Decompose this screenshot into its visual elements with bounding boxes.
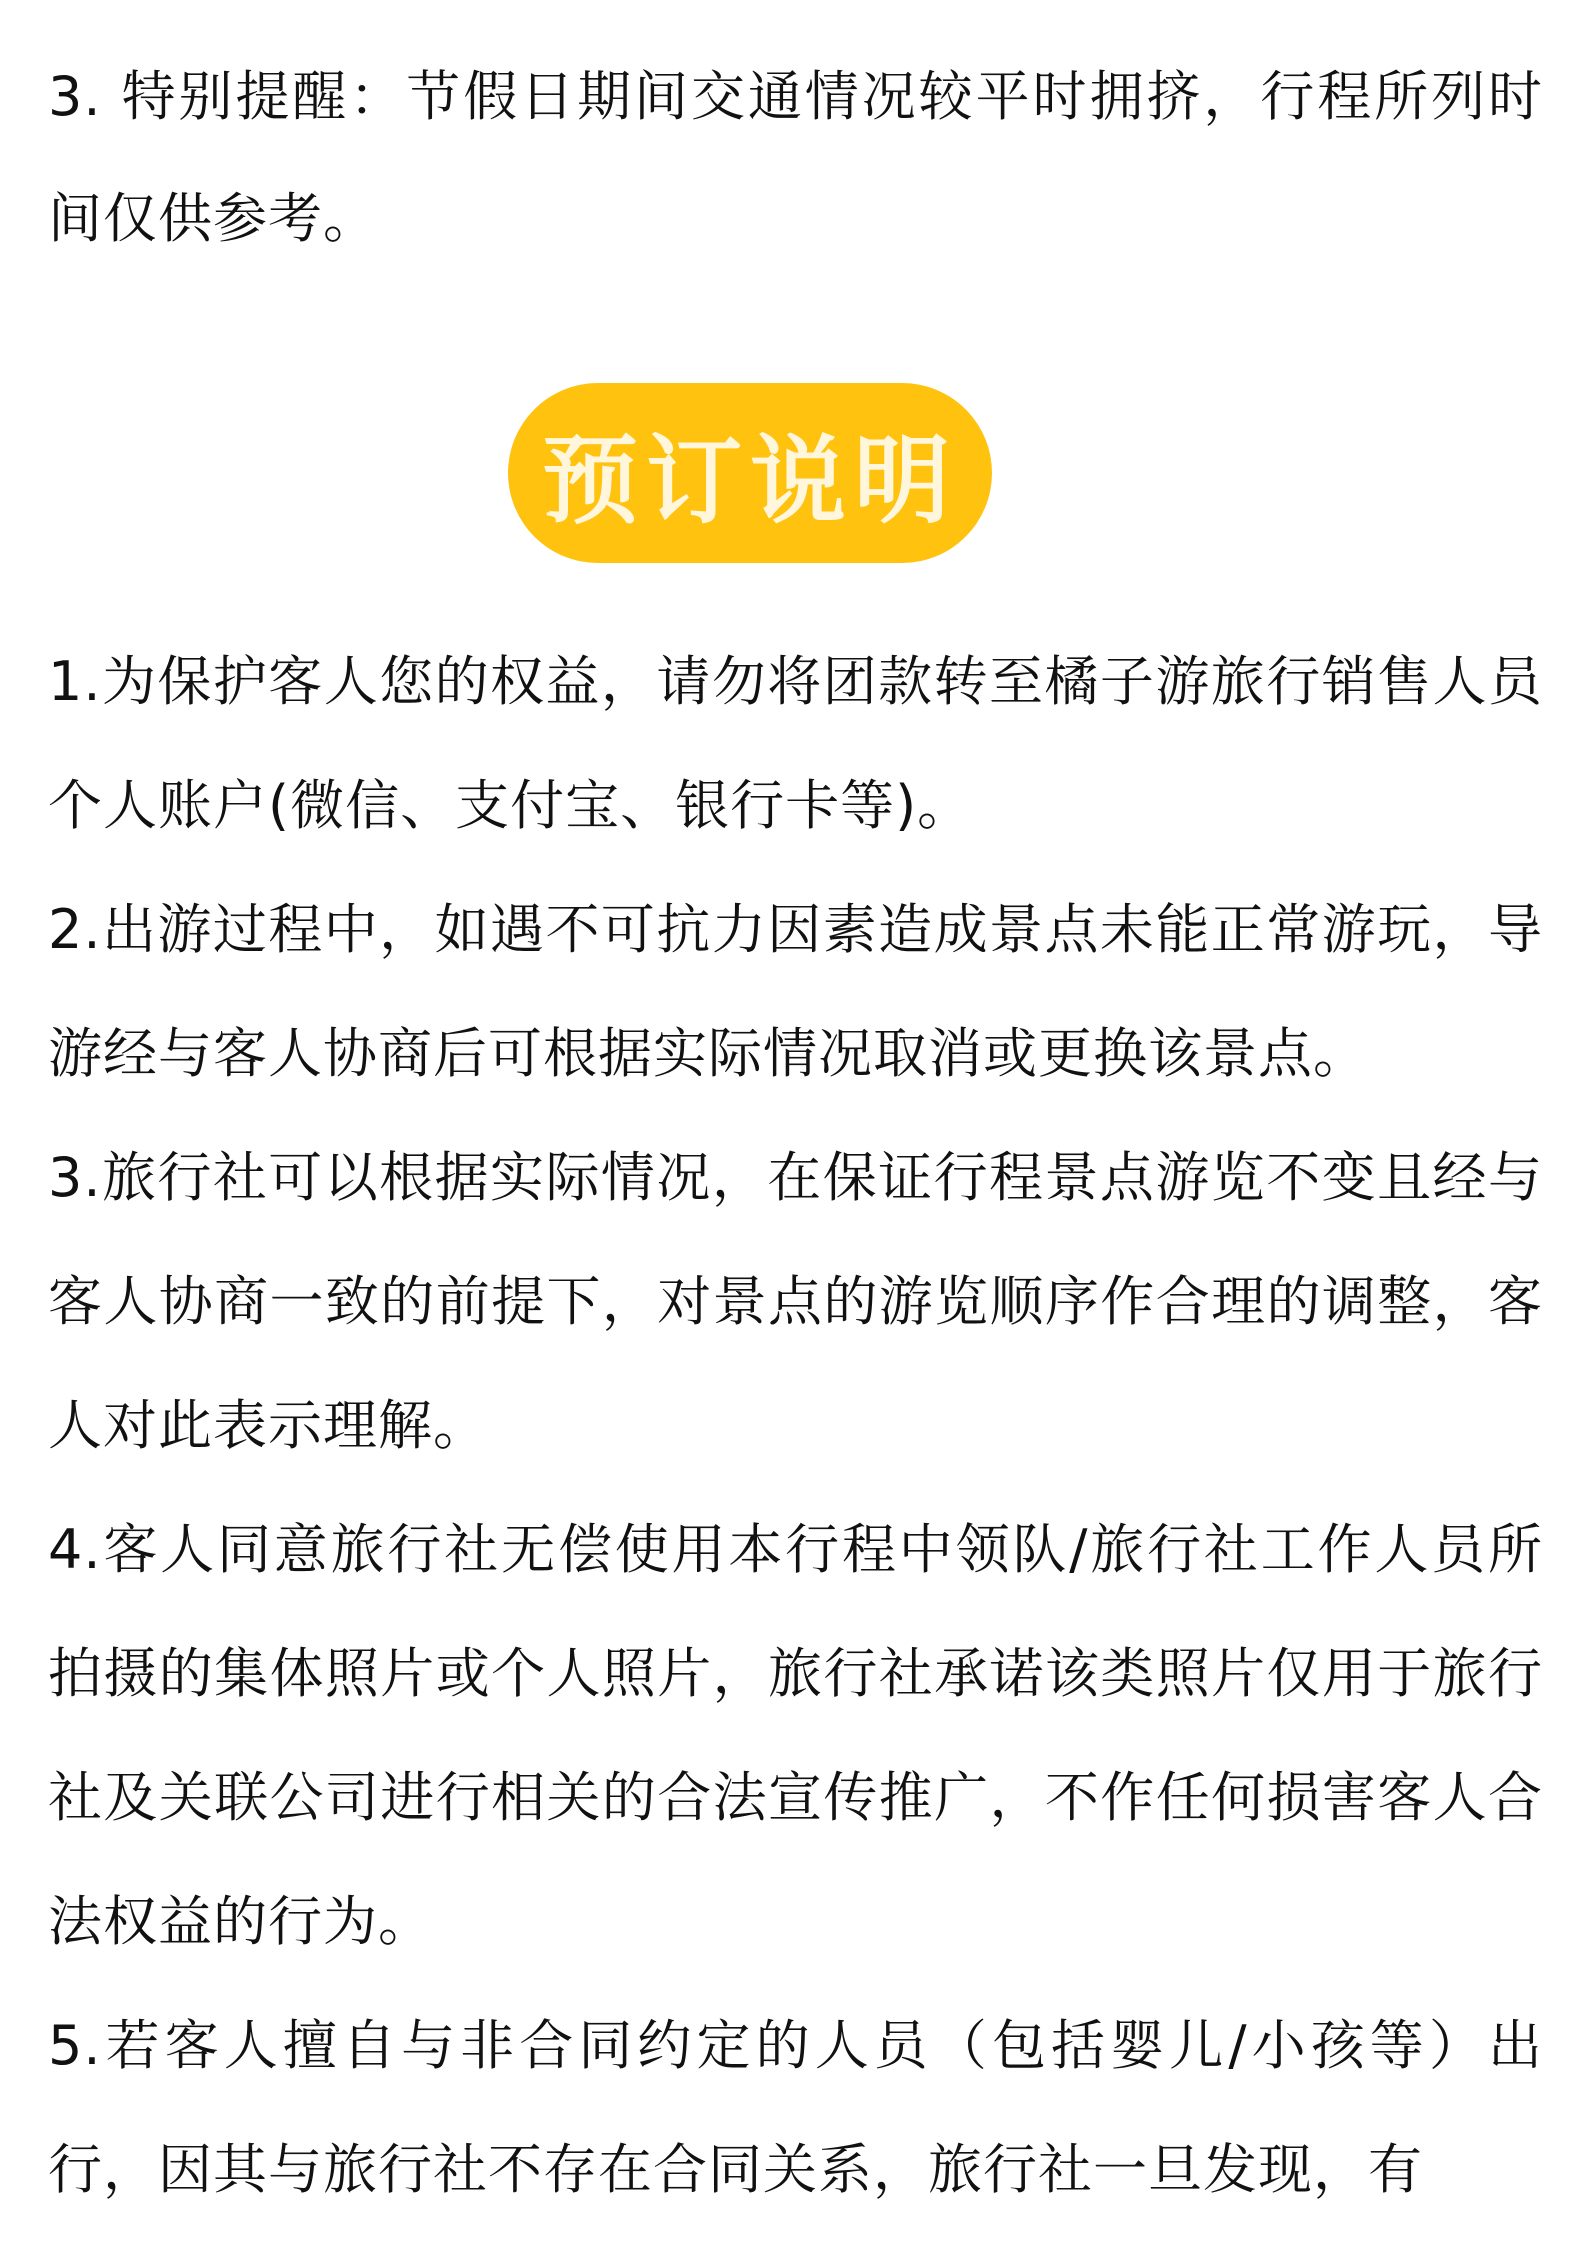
- booking-notes-list: [48, 620, 1543, 2232]
- list-item: 4.客人同意旅行社无偿使用本行程中领队/旅行社工作人员所拍摄的集体照片或个人照片，旅行社承诺该类照片仅用于旅行社及关联公司进行相关的合法宣传推广，不作任何损害客人合法权益的行为。: [48, 1518, 1543, 1953]
- list-item: 3.旅行社可以根据实际情况，在保证行程景点游览不变且经与客人协商一致的前提下，对景点的游览顺序作合理的调整，客人对此表示理解。: [48, 1146, 1543, 1457]
- list-item: 2.出游过程中，如遇不可抗力因素造成景点未能正常游玩，导游经与客人协商后可根据实际情况取消或更换该景点。: [48, 898, 1543, 1085]
- special-reminder-note: 3. 特别提醒：节假日期间交通情况较平时拥挤，行程所列时间仅供参考。: [48, 65, 1543, 250]
- list-item: 5.若客人擅自与非合同约定的人员（包括婴儿/小孩等）出行，因其与旅行社不存在合同关系，旅行社一旦发现，有: [48, 2014, 1543, 2201]
- section-title-badge: [508, 383, 992, 563]
- section-title: 预订说明: [542, 423, 958, 537]
- list-item: 1.为保护客人您的权益，请勿将团款转至橘子游旅行销售人员个人账户(微信、支付宝、银行卡等)。: [48, 650, 1543, 837]
